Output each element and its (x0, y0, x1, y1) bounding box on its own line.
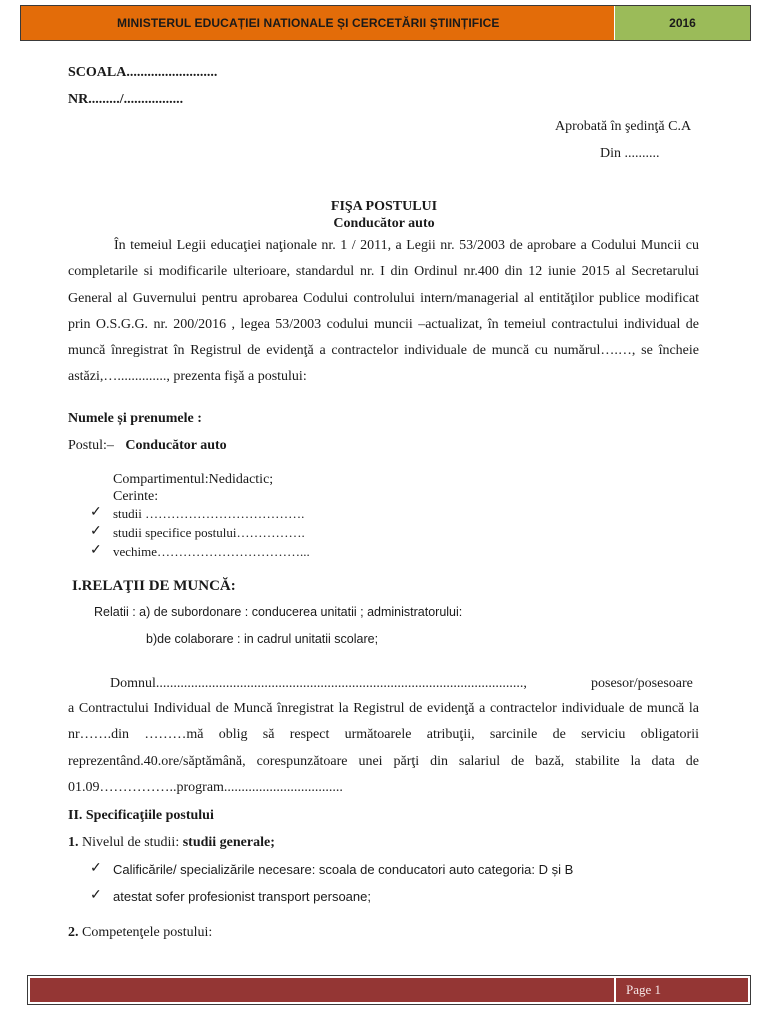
studies-value: studii generale; (182, 835, 275, 850)
page-subtitle: Conducător auto (333, 216, 435, 231)
requirement-item: vechime……………………………... (113, 544, 310, 559)
intro-text: În temeiul Legii educaţiei naţionale nr. 1 / 2011, a Legii nr. 53/2003 de aprobare a Codului Muncii cu completarile si modificarile ulterioare, standardul nr. I din Ordinul nr.400 din 12 iunie 2015 al Secretarului General al Guvernului pentru aprobarea Codului controlului intern/managerial al entităţilor publice modificat prin O.S.G.G. nr. 200/2016 , legea 53/2003 codului muncii –actualizat, în temeiul contractului individual de muncă înregistrat în Registrul de evidenţă a contractelor individuale de muncă cu numărul….…, se încheie astăzi,….............., prezenta fişă a postului: (68, 238, 699, 385)
checkmark-icon: ✓ (90, 524, 102, 539)
header-year: 2016 (614, 6, 750, 40)
qualification-item: atestat sofer profesionist transport persoane; (113, 889, 371, 904)
footer-band (30, 978, 614, 1002)
domnul-line: Domnul........................................................................................................., (110, 676, 527, 691)
studies-line (68, 835, 275, 851)
approved-note: Aprobată în şedinţă C.A (555, 119, 692, 134)
page-title: FIŞA POSTULUI (330, 199, 438, 214)
approved-date: Din .......... (600, 146, 660, 161)
posesor-label: posesor/posesoare (591, 676, 693, 691)
name-label: Numele și prenumele : (68, 411, 202, 426)
section-2-heading: II. Specificaţiile postului (68, 808, 214, 823)
checkmark-icon: ✓ (90, 861, 102, 876)
checkmark-icon: ✓ (90, 543, 102, 558)
studies-label: Nivelul de studii: (82, 835, 180, 850)
relations-collaboration: b)de colaborare : in cadrul unitatii scolare; (146, 632, 379, 646)
header-title: MINISTERUL EDUCAȚIEI NATIONALE ȘI CERCETĂRII ȘTIINȚIFICE (21, 6, 614, 40)
intro-paragraph (68, 233, 699, 391)
post-value: Conducător auto (125, 438, 227, 453)
page-number: Page 1 (616, 978, 748, 1002)
requirement-item: studii specifice postului……………. (113, 525, 305, 540)
competences-label: Competenţele postului: (82, 925, 213, 940)
relations-subordination: Relatii : a) de subordonare : conducerea unitatii ; administratorului: (94, 605, 463, 619)
page-footer (27, 975, 751, 1005)
section-1-heading: I.RELAŢII DE MUNCĂ: (72, 578, 236, 594)
competences-line (68, 925, 212, 941)
department: Compartimentul:Nedidactic; (113, 472, 274, 487)
requirement-item: studii ………………………………. (113, 506, 305, 521)
checkmark-icon: ✓ (90, 505, 102, 520)
post-label: Postul:– (68, 438, 114, 453)
item-number: 1. (68, 835, 79, 850)
requirements-label: Cerinte: (113, 489, 159, 504)
nr-field: NR........./................. (68, 92, 184, 107)
contract-paragraph: a Contractului Individual de Muncă înregistrat la Registrul de evidenţă a contractelor individuale de muncă la nr…….din ………mă oblig să respect următoarele atribuţii, sarcinile de serviciu obligatorii reprezentând.40.ore/săptămână, corespunzătoare unei părţi din salariul de bază, stabilite la data de 01.09……………..program.................................. (68, 701, 699, 795)
scoala-field: SCOALA.......................... (68, 65, 218, 80)
qualification-item: Calificările/ specializările necesare: scoala de conducatori auto categoria: D și B (113, 862, 574, 877)
item-number: 2. (68, 925, 79, 940)
post-line (68, 438, 227, 454)
checkmark-icon: ✓ (90, 888, 102, 903)
page-header (20, 5, 751, 41)
